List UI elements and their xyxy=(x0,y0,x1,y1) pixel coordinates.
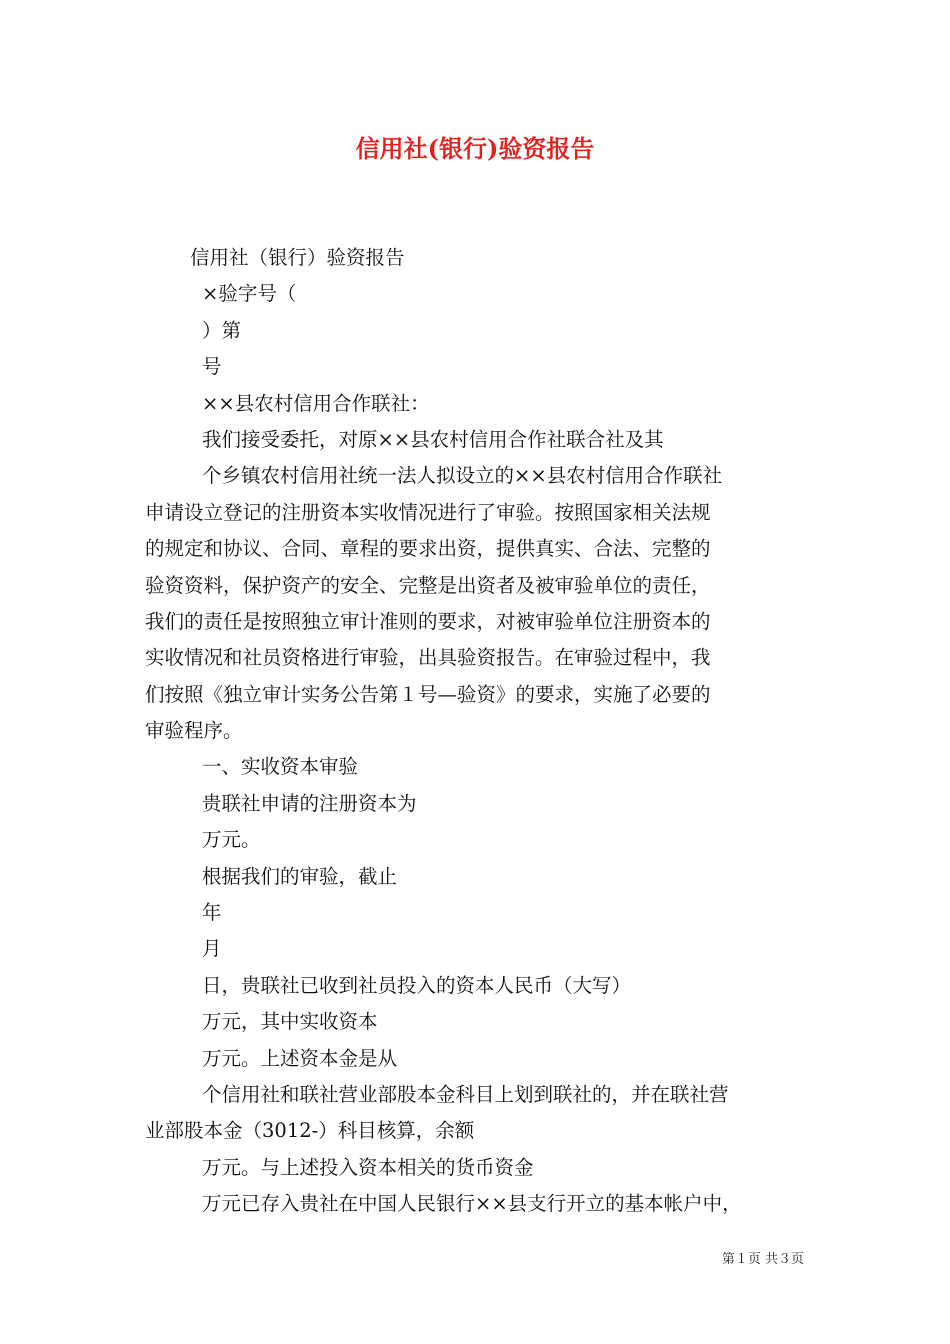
body-line: 的规定和协议、合同、章程的要求出资，提供真实、合法、完整的 xyxy=(145,537,711,561)
body-line: 审验程序。 xyxy=(145,719,243,743)
body-line: 验资资料，保护资产的安全、完整是出资者及被审验单位的责任， xyxy=(145,573,711,597)
body-line: 个信用社和联社营业部股本金科目上划到联社的，并在联社营 xyxy=(202,1082,729,1106)
body-line: 年 xyxy=(202,901,222,925)
body-line: 日，贵联社已收到社员投入的资本人民币（大写） xyxy=(202,973,632,997)
body-line: 万元。与上述投入资本相关的货币资金 xyxy=(202,1155,534,1179)
body-line: 号 xyxy=(202,355,222,379)
body-line: 我们的责任是按照独立审计准则的要求，对被审验单位注册资本的 xyxy=(145,609,711,633)
body-line: ）第 xyxy=(202,318,242,342)
section-heading: 一、实收资本审验 xyxy=(202,755,359,779)
document-title: 信用社(银行)验资报告 xyxy=(355,134,595,163)
page-number: 第１页 共３页 xyxy=(721,1252,804,1267)
body-line: 信用社（银行）验资报告 xyxy=(190,246,405,269)
body-line: 业部股本金（3012-）科目核算，余额 xyxy=(145,1119,475,1143)
body-line: 月 xyxy=(202,937,222,961)
body-line: 贵联社申请的注册资本为 xyxy=(202,791,417,815)
body-line: 万元，其中实收资本 xyxy=(202,1010,378,1034)
body-line: ××县农村信用合作联社： xyxy=(202,391,430,415)
body-line: 我们接受委托，对原××县农村信用合作社联合社及其 xyxy=(202,427,664,451)
body-line: ×验字号（ xyxy=(202,282,297,306)
body-line: 万元。 xyxy=(202,828,261,852)
body-line: 们按照《独立审计实务公告第１号—验资》的要求，实施了必要的 xyxy=(145,682,711,706)
body-line: 根据我们的审验，截止 xyxy=(202,864,398,888)
body-line: 申请设立登记的注册资本实收情况进行了审验。按照国家相关法规 xyxy=(145,500,711,524)
body-line: 万元。上述资本金是从 xyxy=(202,1046,398,1070)
body-line: 实收情况和社员资格进行审验，出具验资报告。在审验过程中，我 xyxy=(145,646,711,670)
document-body xyxy=(145,240,815,1223)
body-line: 个乡镇农村信用社统一法人拟设立的××县农村信用合作联社 xyxy=(202,464,723,488)
body-line: 万元已存入贵社在中国人民银行××县支行开立的基本帐户中， xyxy=(202,1192,742,1216)
